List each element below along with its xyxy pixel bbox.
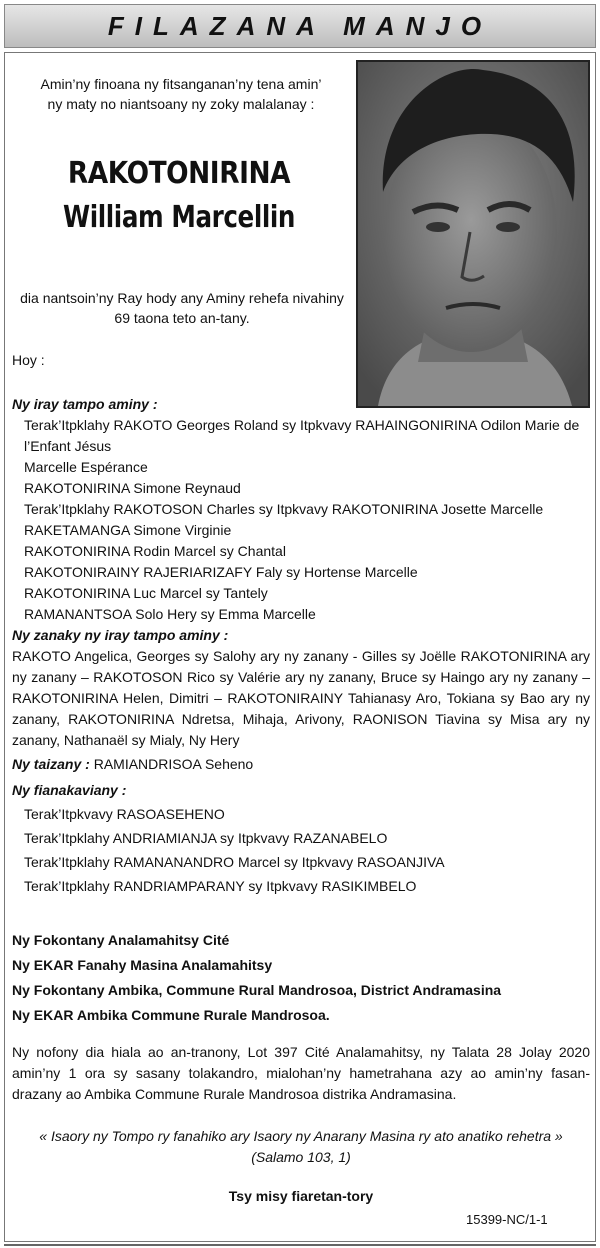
funeral-info: Ny nofony dia hiala ao an-tranony, Lot 397 Cité Analamahitsy, ny Talata 28 Jolay 2020 amin’ny 1 ora sy sasany tolakandro, mialohan’ny hametrahana azy ao amin’ny fasan-drazany ao Ambika Commune Rurale Mandrosoa distrika Andramasina.: [12, 1044, 590, 1102]
banner: [4, 4, 596, 48]
quote-text: « Isaory ny Tompo ry fanahiko ary Isaory ny Anarany Masina ry ato anatiko rehetra »: [39, 1128, 563, 1144]
sibling-item: RAKOTONIRAINY RAJERIARIZAFY Faly sy Hortense Marcelle: [24, 564, 418, 580]
community-item: Ny Fokontany Ambika, Commune Rural Mandrosoa, District Andramasina: [12, 982, 502, 998]
quote-reference: (Salamo 103, 1): [251, 1149, 351, 1165]
siblings-title: Ny iray tampo aminy :: [12, 396, 158, 412]
family-item: Terak’Itpklahy RANDRIAMPARANY sy Itpkvavy RASIKIMBELO: [24, 878, 417, 894]
closing-text: Tsy misy fiaretan-tory: [228, 1188, 374, 1204]
intro-text: [20, 74, 342, 114]
intro-line: Amin’ny finoana ny fitsanganan’ny tena amin’: [40, 76, 322, 92]
deceased-surname: RAKOTONIRINA: [67, 156, 291, 191]
family-item: Terak’Itpklahy ANDRIAMIANJA sy Itpkvavy RAZANABELO: [24, 830, 388, 846]
sibling-item: RAKOTONIRINA Simone Reynaud: [24, 480, 241, 496]
communities-section: [12, 928, 590, 1028]
sibling-item: RAKETAMANGA Simone Virginie: [24, 522, 232, 538]
community-item: Ny EKAR Fanahy Masina Analamahitsy: [12, 957, 273, 973]
death-line: dia nantsoin’ny Ray hody any Aminy rehefa nivahiny: [20, 290, 344, 306]
intro-line: ny maty no niantsoany ny zoky malalanay :: [47, 96, 315, 112]
death-line: 69 taona teto an-tany.: [114, 310, 250, 326]
hoy-label: Hoy :: [12, 352, 45, 368]
sibling-item: RAKOTONIRINA Rodin Marcel sy Chantal: [24, 543, 286, 559]
family-section: [12, 778, 590, 898]
community-item: Ny Fokontany Analamahitsy Cité: [12, 932, 230, 948]
sibling-item: Terak’Itpklahy RAKOTOSON Charles sy Itpkvavy RAKOTONIRINA Josette Marcelle: [24, 501, 544, 517]
sibling-item: RAMANANTSOA Solo Hery sy Emma Marcelle: [24, 606, 316, 622]
caretaker-section: [12, 754, 590, 775]
siblings-section: [12, 394, 590, 751]
deceased-given-names: William Marcellin: [63, 200, 295, 235]
family-item: Terak’Itpkvavy RASOASEHENO: [24, 806, 225, 822]
family-title: Ny fianakaviany :: [12, 782, 127, 798]
sibling-item: Marcelle Espérance: [24, 459, 148, 475]
reference-code: 15399-NC/1-1: [466, 1212, 548, 1227]
caretaker-name: RAMIANDRISOA Seheno: [93, 756, 254, 772]
sibling-item: l’Enfant Jésus: [24, 438, 112, 454]
bottom-divider: [4, 1244, 596, 1246]
nephews-title: Ny zanaky ny iray tampo aminy :: [12, 627, 229, 643]
sibling-item: Terak’Itpklahy RAKOTO Georges Roland sy Itpkvavy RAHAINGONIRINA Odilon Marie de: [24, 417, 580, 433]
scripture-quote: [12, 1126, 590, 1168]
sibling-item: RAKOTONIRINA Luc Marcel sy Tantely: [24, 585, 268, 601]
portrait-photo: [356, 60, 590, 408]
caretaker-title: Ny taizany :: [12, 756, 90, 772]
nephews-text: RAKOTO Angelica, Georges sy Salohy ary ny zanany - Gilles sy Joëlle RAKOTONIRINA ary ny zanany – RAKOTOSON Rico sy Valérie ary ny zanany, Bruce sy Haingo ary ny zanany – RAKOTONIRINA Helen, Dimitri – RAKOTONIRAINY Tahianasy Aro, Tokiana sy Bao ary ny zanany, RAKOTONIRINA Ndretsa, Mihaja, Arivony, RAONISON Tiavina sy Misa ary ny zanany, Nathanaël sy Mialy, Ny Hery: [12, 648, 590, 748]
banner-title: FILAZANA MANJO: [107, 10, 493, 41]
community-item: Ny EKAR Ambika Commune Rurale Mandrosoa.: [12, 1007, 330, 1023]
death-notice: [12, 288, 352, 328]
family-item: Terak’Itpklahy RAMANANANDRO Marcel sy Itpkvavy RASOANJIVA: [24, 854, 445, 870]
